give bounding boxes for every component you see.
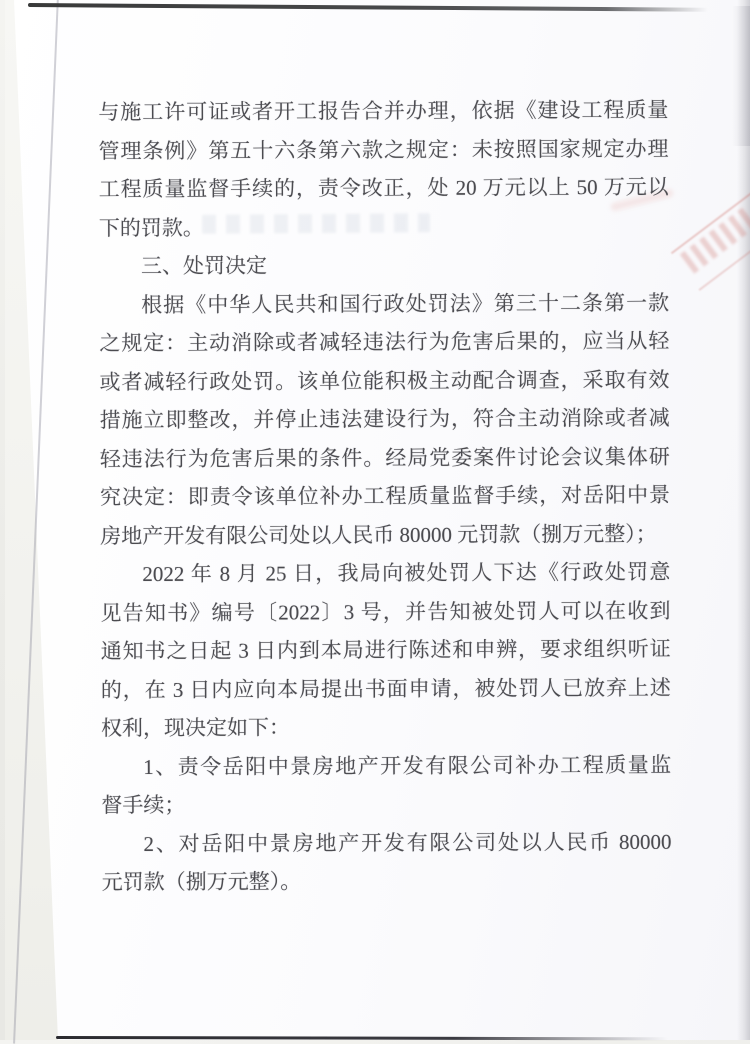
page-top-right-edge <box>732 6 750 146</box>
paragraph <box>100 553 671 748</box>
text-line: 究决定：即责令该单位补办工程质量监督手续，对岳阳中景 <box>99 482 671 510</box>
page-right-shadow <box>737 0 750 1040</box>
text-line: 2022 年 8 月 25 日，我局向被处罚人下达《行政处罚意 <box>142 559 671 587</box>
text-line: 元罚款（捌万元整）。 <box>101 869 302 895</box>
text-line: 或者减轻行政处罚。该单位能积极主动配合调查，采取有效 <box>99 367 670 394</box>
text-line: 管理条例》第五十六条第六款之规定：未按照国家规定办理 <box>98 136 669 163</box>
paragraph <box>98 91 669 247</box>
paragraph <box>99 245 669 286</box>
text-line: 督手续； <box>101 792 186 818</box>
text-line: 之规定：主动消除或者减轻违法行为危害后果的，应当从轻 <box>99 328 670 356</box>
paragraph <box>101 745 671 824</box>
text-line: 轻违法行为危害后果的条件。经局党委案件讨论会议集体研 <box>99 444 670 471</box>
text-line: 房地产开发有限公司处以人民币 80000 元罚款（捌万元整）； <box>100 521 657 548</box>
text-line: 的，在 3 日内应向本局提出书面申请，被处罚人已放弃上述 <box>100 675 671 702</box>
paragraph <box>99 283 670 555</box>
document-body <box>98 91 672 902</box>
text-line: 见告知书》编号〔2022〕3 号，并告知被处罚人可以在收到 <box>100 598 671 625</box>
text-line: 通知书之日起 3 日内到本局进行陈述和申辨，要求组织听证 <box>100 636 671 664</box>
text-line: 三、处罚决定 <box>140 253 268 279</box>
text-line: 2、对岳阳中景房地产开发有限公司处以人民币 80000 <box>143 829 672 856</box>
text-line: 与施工许可证或者开工报告合并办理，依据《建设工程质量 <box>98 97 669 125</box>
text-line: 1、责令岳阳中景房地产开发有限公司补办工程质量监 <box>143 752 672 779</box>
text-line: 下的罚款。 <box>98 215 204 240</box>
text-line: 根据《中华人民共和国行政处罚法》第三十二条第一款 <box>141 290 670 317</box>
text-line: 工程质量监督手续的，责令改正，处 20 万元以上 50 万元以 <box>98 174 669 202</box>
text-line: 措施立即整改，并停止违法建设行为，符合主动消除或者减 <box>99 405 670 433</box>
paragraph <box>101 822 671 901</box>
text-line: 权利，现决定如下： <box>100 715 291 741</box>
